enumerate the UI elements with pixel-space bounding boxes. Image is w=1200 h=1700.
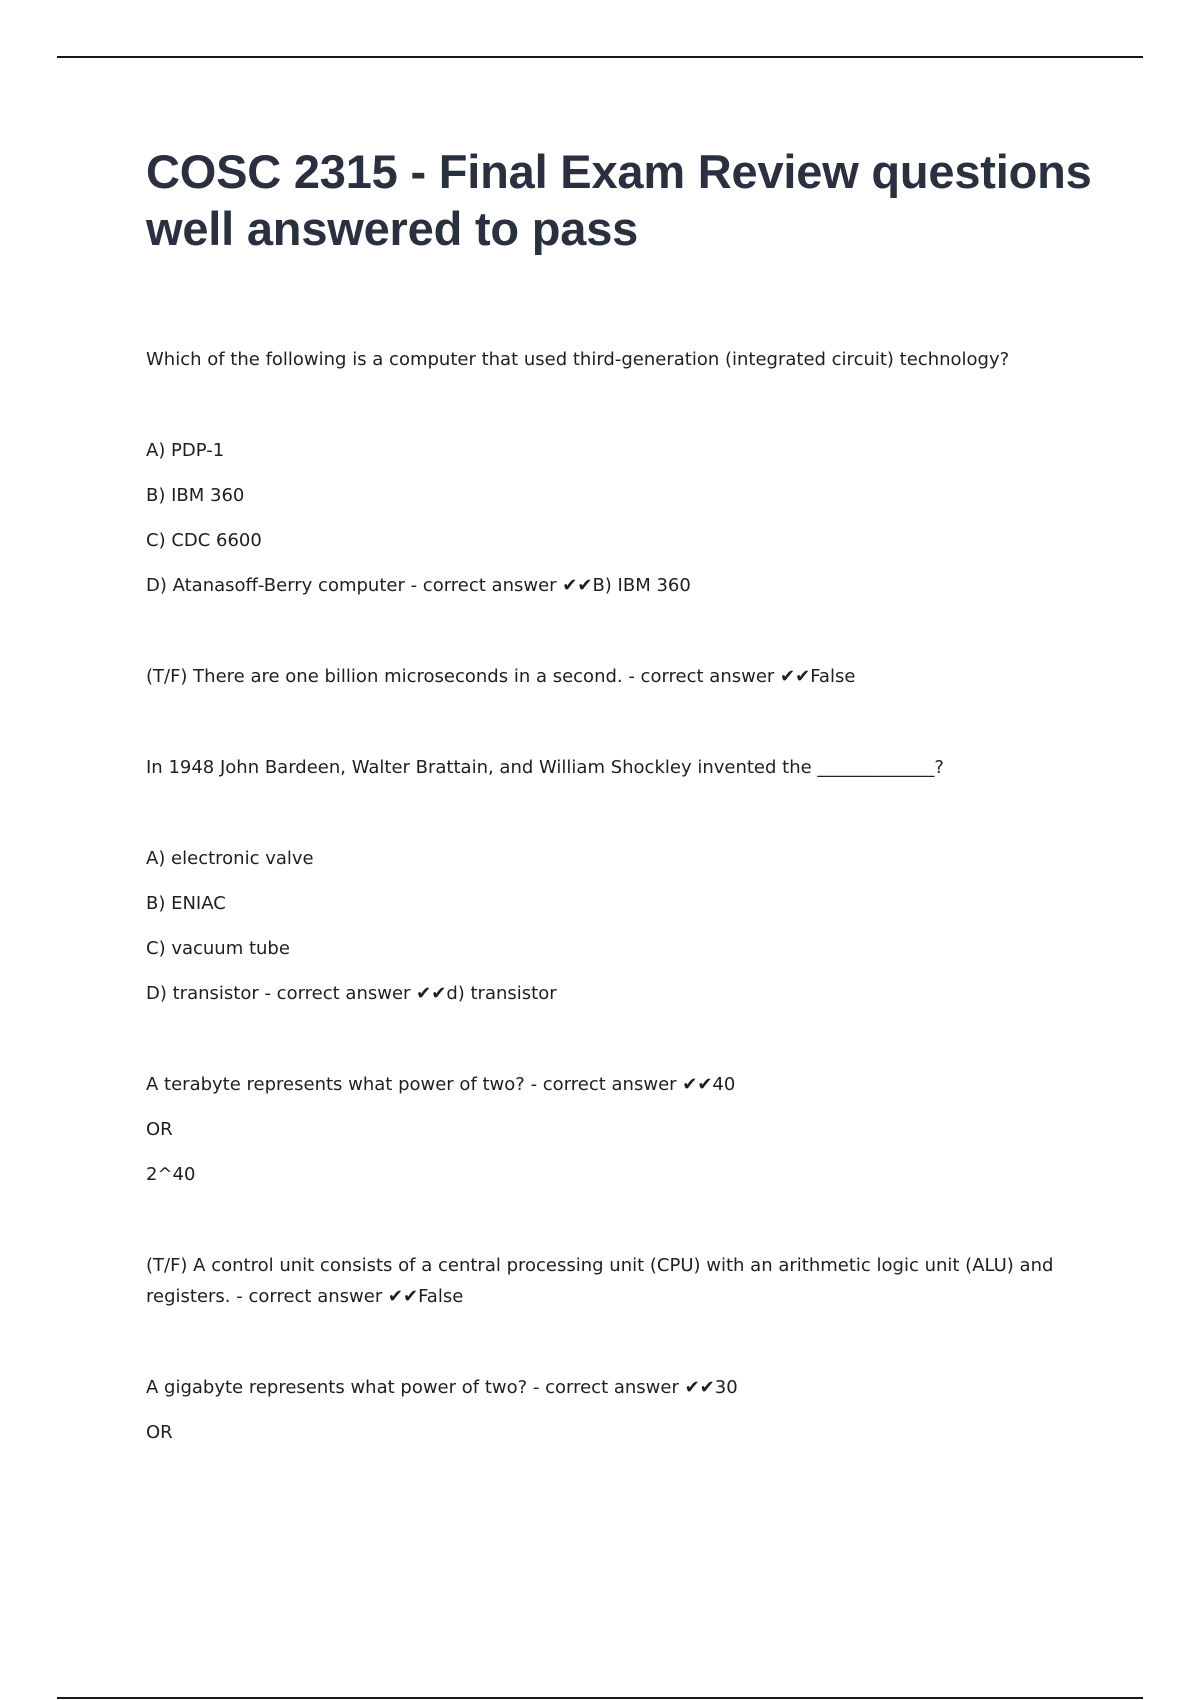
question-6: A gigabyte represents what power of two? - correct answer ✔✔30 <box>146 1377 738 1398</box>
question-1-option-c: C) CDC 6600 <box>146 530 262 551</box>
question-2: (T/F) There are one billion microseconds in a second. - correct answer ✔✔False <box>146 666 856 687</box>
question-3: In 1948 John Bardeen, Walter Brattain, and William Shockley invented the _____________? <box>146 757 944 778</box>
document-title: COSC 2315 - Final Exam Review questions well answered to pass <box>146 145 1092 255</box>
document-body <box>146 344 1076 1448</box>
question-1-option-a: A) PDP-1 <box>146 440 225 461</box>
question-4: A terabyte represents what power of two? - correct answer ✔✔40 <box>146 1074 736 1095</box>
top-rule <box>57 56 1143 58</box>
bottom-rule <box>57 1697 1143 1699</box>
question-4-line-2: OR <box>146 1119 173 1140</box>
question-3-option-c: C) vacuum tube <box>146 938 290 959</box>
question-3-option-d: D) transistor - correct answer ✔✔d) transistor <box>146 983 557 1004</box>
question-6-line-2: OR <box>146 1422 173 1443</box>
question-1: Which of the following is a computer that used third-generation (integrated circuit) technology? <box>146 349 1010 370</box>
question-3-option-a: A) electronic valve <box>146 848 314 869</box>
question-1-option-d: D) Atanasoff-Berry computer - correct answer ✔✔B) IBM 360 <box>146 575 691 596</box>
question-5: (T/F) A control unit consists of a central processing unit (CPU) with an arithmetic logic unit (ALU) and registers. - correct answer ✔✔False <box>146 1255 1054 1307</box>
question-3-option-b: B) ENIAC <box>146 893 226 914</box>
question-4-line-3: 2^40 <box>146 1164 196 1185</box>
question-1-option-b: B) IBM 360 <box>146 485 245 506</box>
